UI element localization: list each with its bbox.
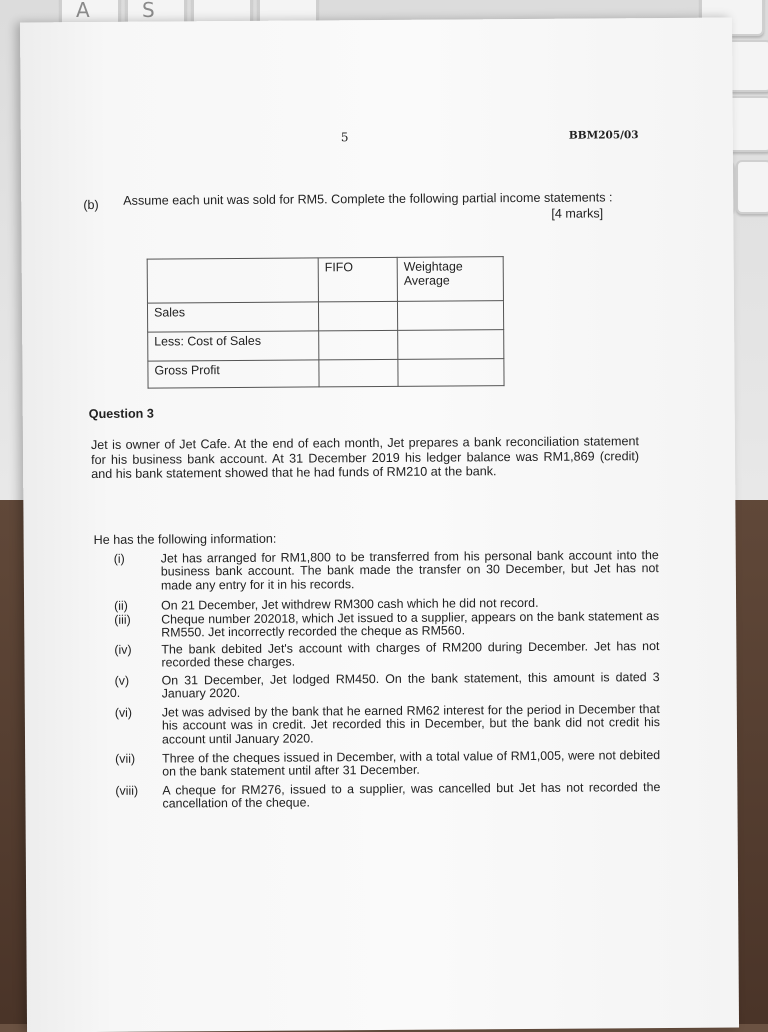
key-a: A (60, 0, 120, 30)
income-statement-table (147, 256, 505, 388)
weightage-input-cell[interactable] (398, 359, 504, 387)
table-header-fifo: FIFO (318, 257, 397, 302)
table-row (148, 330, 504, 361)
table-row (148, 359, 504, 388)
part-b-marks: [4 marks] (551, 206, 604, 221)
list-item: (iii) Cheque number 202018, which Jet issued to a supplier, appears on the bank statement as RM550. Jet incorrectly recorded the cheque as RM560. (114, 609, 660, 640)
key-s: S (126, 0, 186, 30)
list-item: (vii) Three of the cheques issued in December, with a total value of RM1,005, were not debited on the bank statement until after 31 December. (115, 748, 661, 779)
exam-paper (20, 18, 739, 1032)
course-code: BBM205/03 (568, 129, 639, 142)
table-row (147, 301, 503, 332)
row-label: Gross Profit (148, 360, 319, 388)
row-label: Sales (147, 302, 318, 332)
fifo-input-cell[interactable] (319, 330, 398, 360)
weightage-input-cell[interactable] (398, 330, 504, 360)
list-item: (i) Jet has arranged for RM1,800 to be transferred from his personal bank account into the business bank account. The bank made the transfer on 30 December, but Jet has not made any entry for it in his records. (113, 548, 659, 593)
list-item: (v) On 31 December, Jet lodged RM450. On the bank statement, this amount is dated 3 January 2020. (114, 670, 660, 701)
information-lead: He has the following information: (93, 531, 277, 547)
page-number: 5 (340, 130, 349, 145)
table-header-blank (147, 258, 318, 303)
row-label: Less: Cost of Sales (148, 331, 319, 361)
list-item: (ii) On 21 December, Jet withdrew RM300 cash which he did not record. (114, 595, 539, 613)
key-up-down-arrow (736, 160, 768, 214)
weightage-input-cell[interactable] (397, 301, 503, 331)
table-header-row (147, 257, 503, 303)
fifo-input-cell[interactable] (319, 359, 398, 387)
question-heading: Question 3 (88, 406, 154, 422)
list-item: (vi) Jet was advised by the bank that he earned RM62 interest for the period in December that his account was in credit. Jet recorded this in December, but the bank did not credit his account until January 2020. (114, 702, 660, 747)
table-header-weightage: Weightage Average (397, 257, 503, 302)
list-item: (iv) The bank debited Jet's account with charges of RM200 during December. Jet has not recorded these charges. (114, 639, 660, 670)
fifo-input-cell[interactable] (318, 301, 397, 331)
list-item: (viii) A cheque for RM276, issued to a supplier, was cancelled but Jet has not recorded the cancellation of the cheque. (115, 780, 661, 811)
question-intro: Jet is owner of Jet Cafe. At the end of each month, Jet prepares a bank reconciliation statement for his business bank account. At 31 December 2019 his ledger balance was RM1,869 (credit) and his bank statement showed that he had funds of RM210 at the bank. (90, 434, 640, 481)
part-b-instruction: Assume each unit was sold for RM5. Complete the following partial income statements : (123, 190, 613, 208)
part-b-label: (b) (83, 197, 99, 213)
